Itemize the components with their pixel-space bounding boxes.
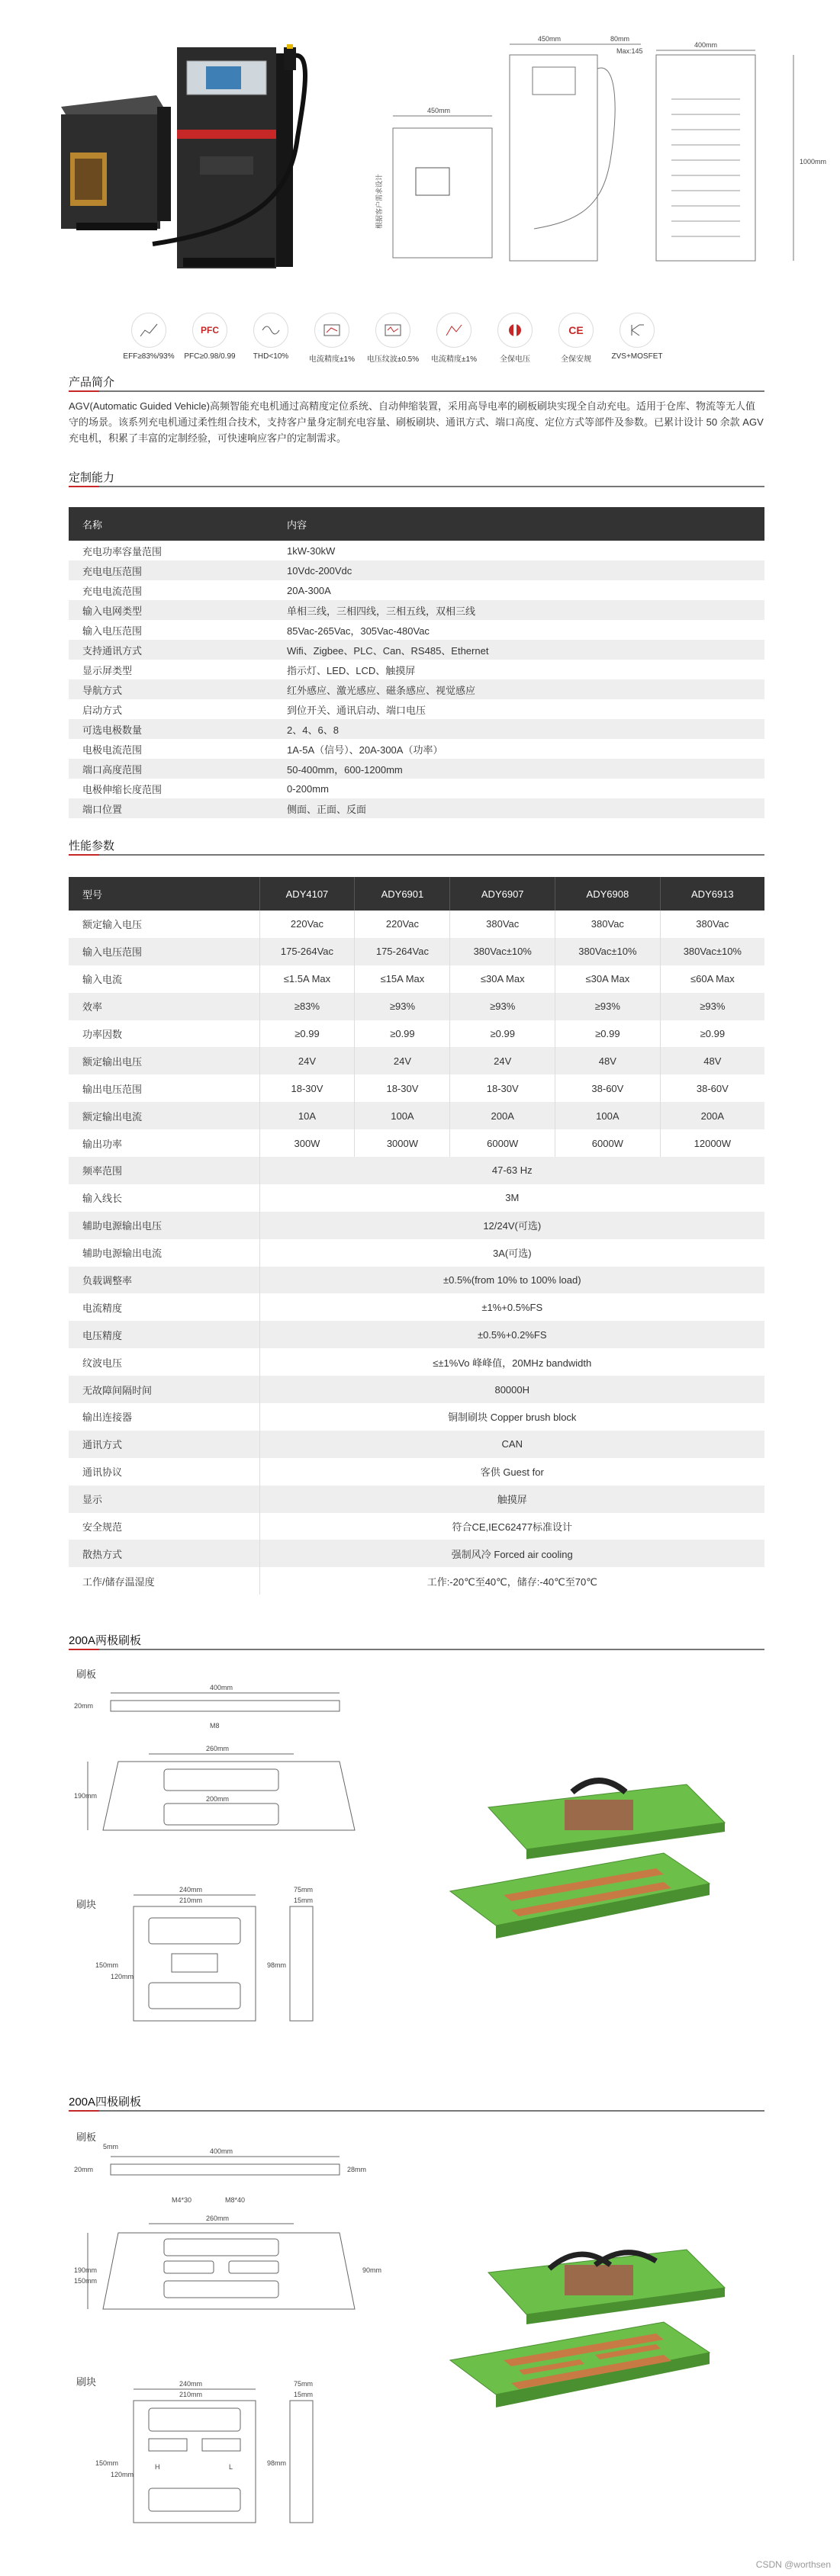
table-row: [69, 1431, 764, 1458]
table-row: [69, 1157, 764, 1184]
brush4-plate-label: 刷板: [76, 2131, 97, 2143]
row-value: ≥0.99: [259, 1020, 355, 1048]
row-value: ≥0.99: [450, 1020, 555, 1048]
feature-label: 电流精度±1%: [431, 355, 477, 364]
row-value: 客供 Guest for: [259, 1458, 764, 1486]
feature-label: 电流精度±1%: [309, 355, 355, 364]
footer-watermark: CSDN @worthsen: [755, 2559, 831, 2570]
dim-right-width: 400mm: [694, 41, 718, 49]
row-value: 3000W: [355, 1129, 450, 1157]
brush2-block-label: 刷块: [76, 1899, 97, 1910]
dim-top-gap: 80mm: [610, 35, 630, 43]
row-value: 220Vac: [259, 911, 355, 938]
row-value: 指示灯、LED、LCD、触摸屏: [287, 664, 416, 676]
row-value: 48V: [660, 1047, 764, 1074]
dim-left-width: 450mm: [427, 107, 451, 114]
full-protection-icon: [497, 313, 533, 348]
efficiency-icon: [131, 313, 166, 348]
row-label: 额定输出电压: [69, 1047, 259, 1074]
table-row: [69, 938, 764, 965]
dim-label: 400mm: [210, 2147, 233, 2155]
row-value: ≥93%: [555, 993, 661, 1020]
table-row: [69, 1129, 764, 1157]
row-value: 50-400mm，600-1200mm: [273, 759, 764, 779]
table-header: ADY6907: [450, 877, 555, 911]
table-row: [69, 1321, 764, 1348]
row-label: 输入线长: [82, 1193, 123, 1205]
row-label: 输入电压范围: [82, 625, 143, 637]
dim-label: H: [155, 2463, 160, 2471]
brush2-drawing: [72, 1678, 408, 2044]
table-row: [69, 580, 764, 600]
row-label: 输入电网类型: [69, 600, 273, 620]
row-label: 端口高度范围: [69, 759, 273, 779]
table-row: [69, 699, 764, 719]
row-value: 24V: [450, 1047, 555, 1074]
row-value: 0-200mm: [287, 782, 329, 795]
row-value: 铜制刷块 Copper brush block: [259, 1403, 764, 1431]
row-value: 符合CE,IEC62477标准设计: [259, 1513, 764, 1540]
feature-label: 全保电压: [500, 355, 530, 364]
row-value: 20A-300A: [287, 584, 331, 596]
table-row: [69, 1212, 764, 1239]
feature-label: 电压纹波±0.5%: [366, 355, 420, 364]
table-row: [69, 798, 764, 818]
row-value: ≥0.99: [660, 1020, 764, 1048]
row-value: 红外感应、激光感应、磁条感应、视觉感应: [273, 679, 764, 699]
row-value: 175-264Vac: [355, 938, 450, 965]
table-row: [69, 993, 764, 1020]
dim-label: 240mm: [179, 1886, 203, 1893]
row-value: 100A: [355, 1102, 450, 1129]
row-value: 18-30V: [259, 1074, 355, 1102]
row-value: ≤60A Max: [660, 965, 764, 993]
dim-label: 75mm: [294, 1886, 314, 1893]
row-value: 38-60V: [555, 1074, 661, 1102]
brush2-title: 200A两极刷板: [69, 1634, 142, 1647]
row-value: 6000W: [555, 1129, 661, 1157]
feature-ripple: [359, 313, 427, 364]
dim-side-text: 根据客户需求设计: [375, 173, 383, 229]
row-label: 无故障间隔时间: [69, 1376, 259, 1403]
row-label: 可选电极数量: [69, 719, 273, 739]
row-label: 输入电流: [82, 974, 123, 986]
pfc-icon: PFC: [192, 313, 227, 348]
large-charger-photo: [153, 44, 305, 268]
section-divider: [69, 2110, 764, 2112]
brush4-title: 200A四极刷板: [69, 2096, 142, 2109]
dim-label: 200mm: [206, 1795, 230, 1803]
row-value: 220Vac: [355, 911, 450, 938]
feature-current-accuracy: [420, 313, 488, 364]
row-label: 通讯方式: [69, 1431, 259, 1458]
row-value: 侧面、正面、反面: [273, 798, 764, 818]
feature-full-protection: [481, 313, 549, 364]
row-label: 支持通讯方式: [69, 640, 273, 660]
custom-capability-table: [69, 507, 764, 818]
dim-label: M8: [210, 1722, 220, 1730]
row-value: 380Vac: [450, 911, 555, 938]
row-label: 额定输出电流: [69, 1102, 259, 1129]
dim-label: 15mm: [294, 2391, 314, 2398]
dim-label: 400mm: [210, 1684, 233, 1691]
row-label: 输入电压范围: [69, 938, 259, 965]
row-value: 10A: [259, 1102, 355, 1129]
dim-top-width: 450mm: [538, 35, 562, 43]
row-value: 100A: [555, 1102, 661, 1129]
dim-label: 20mm: [74, 2166, 94, 2173]
row-value: 18-30V: [450, 1074, 555, 1102]
row-label: 通讯协议: [82, 1466, 123, 1479]
row-value: 单相三线，三相四线，三相五线，双相三线: [273, 600, 764, 620]
row-value: 12/24V(可选): [259, 1212, 764, 1239]
row-value: 38-60V: [660, 1074, 764, 1102]
ripple-icon: [375, 313, 410, 348]
table-row: [69, 541, 764, 560]
row-value: 3M: [259, 1184, 764, 1212]
feature-ce: [542, 313, 610, 364]
row-label: 频率范围: [69, 1157, 259, 1184]
dim-label: 150mm: [95, 2459, 119, 2467]
dim-label: 28mm: [347, 2166, 367, 2173]
intro-title: 产品简介: [69, 376, 115, 389]
row-value: 175-264Vac: [259, 938, 355, 965]
row-value: 强制风冷 Forced air cooling: [259, 1540, 764, 1567]
feature-zvs: [603, 313, 671, 361]
dim-label: 5mm: [103, 2143, 118, 2150]
zvs-icon: [620, 313, 655, 348]
row-label: 电压精度: [69, 1321, 259, 1348]
row-value: ≥93%: [450, 993, 555, 1020]
row-value: 10Vdc-200Vdc: [273, 560, 764, 580]
table-row: [69, 1376, 764, 1403]
dim-height: 1000mm: [800, 158, 827, 165]
row-value: 80000H: [259, 1376, 764, 1403]
row-value: CAN: [259, 1431, 764, 1458]
row-value: ±1%+0.5%FS: [259, 1293, 764, 1321]
feature-label: THD<10%: [253, 352, 289, 361]
table-row: [69, 1486, 764, 1513]
dimension-drawing: [393, 44, 793, 261]
row-label: 端口位置: [69, 798, 273, 818]
table-row: [69, 1047, 764, 1074]
row-value: 到位开关、通讯启动、端口电压: [287, 704, 426, 716]
brush2-plate-label: 刷板: [76, 1669, 97, 1680]
row-label: 安全规范: [82, 1521, 123, 1534]
dim-label: 120mm: [111, 2471, 134, 2478]
row-value: 200A: [660, 1102, 764, 1129]
row-value: 48V: [555, 1047, 661, 1074]
table-row: [69, 1074, 764, 1102]
feature-label: 全保安规: [561, 355, 591, 364]
table-row: [69, 965, 764, 993]
dim-label: 210mm: [179, 1897, 203, 1904]
row-value: 24V: [355, 1047, 450, 1074]
feature-label: PFC≥0.98/0.99: [184, 352, 236, 361]
performance-table: [69, 877, 764, 1595]
row-value: 1A-5A（信号）、20A-300A（功率）: [287, 744, 443, 756]
section-divider: [69, 854, 764, 856]
thd-icon: [253, 313, 288, 348]
dim-label: 75mm: [294, 2380, 314, 2388]
row-label: 功率因数: [82, 1029, 123, 1040]
hero-section: [0, 0, 840, 320]
row-value: 24V: [259, 1047, 355, 1074]
dim-label: 15mm: [294, 1897, 314, 1904]
dim-label: 98mm: [267, 1961, 287, 1969]
table-header: 名称: [69, 507, 273, 541]
row-value: 85Vac-265Vac，305Vac-480Vac: [287, 625, 430, 637]
row-label: 显示屏类型: [82, 664, 133, 676]
row-label: 输出功率: [82, 1138, 123, 1150]
row-value: ±0.5%+0.2%FS: [259, 1321, 764, 1348]
table-row: [69, 640, 764, 660]
row-value: 触摸屏: [259, 1486, 764, 1513]
row-label: 启动方式: [82, 704, 123, 716]
dim-label: L: [229, 2463, 233, 2471]
voltage-accuracy-icon: [314, 313, 349, 348]
table-row: [69, 1403, 764, 1431]
feature-efficiency: [114, 313, 183, 361]
row-value: 380Vac: [660, 911, 764, 938]
row-value: ≥0.99: [355, 1020, 450, 1048]
brush2-3d-render: [435, 1762, 771, 1960]
dim-cable-max: Max:145: [616, 47, 643, 55]
intro-text: AGV(Automatic Guided Vehicle)高频智能充电机通过高精度定位系统、自动伸缩装置，采用高导电率的刷板刷块实现全自动充电。适用于仓库、物流等无人值守的场景。该系列充电机通过柔性组合技术，支持客户量身定制充电容量、刷板刷块、通讯方式、端口高度、定位方式等部件及参数。已累计设计 50 余款 AGV 充电机，积累了丰富的定制经验，可快速响应客户的定制需求。: [69, 400, 764, 444]
dim-label: 260mm: [206, 2215, 230, 2222]
table-row: [69, 1293, 764, 1321]
row-value: 工作:-20℃至40℃，储存:-40℃至70℃: [259, 1567, 764, 1595]
dim-label: M8*40: [225, 2196, 246, 2204]
table-row: [69, 911, 764, 938]
row-value: ≤1.5A Max: [259, 965, 355, 993]
table-row: [69, 1239, 764, 1267]
row-value: ≥93%: [355, 993, 450, 1020]
row-label: 辅助电源输出电压: [69, 1212, 259, 1239]
dim-label: 120mm: [111, 1973, 134, 1980]
feature-pfc: [175, 313, 244, 361]
row-value: Wifi、Zigbee、PLC、Can、RS485、Ethernet: [273, 640, 764, 660]
dim-label: 150mm: [74, 2277, 98, 2285]
row-label: 负载调整率: [69, 1267, 259, 1294]
table-row: [69, 600, 764, 620]
feature-voltage-accuracy: [298, 313, 366, 364]
dim-label: 190mm: [74, 2266, 98, 2274]
row-value: 18-30V: [355, 1074, 450, 1102]
table-header: ADY6901: [355, 877, 450, 911]
row-value: ≥93%: [660, 993, 764, 1020]
brush4-3d-render: [435, 2227, 771, 2433]
brush4-block-label: 刷块: [76, 2376, 97, 2388]
row-value: 380Vac±10%: [660, 938, 764, 965]
dim-label: 260mm: [206, 1745, 230, 1752]
custom-title: 定制能力: [69, 471, 115, 484]
table-row: [69, 759, 764, 779]
row-value: 12000W: [660, 1129, 764, 1157]
row-value: ≤30A Max: [555, 965, 661, 993]
row-value: 2、4、6、8: [273, 719, 764, 739]
table-header: ADY6908: [555, 877, 661, 911]
row-label: 输出连接器: [82, 1412, 133, 1424]
table-header: ADY4107: [259, 877, 355, 911]
row-label: 电极伸缩长度范围: [82, 783, 163, 795]
table-header: 内容: [273, 507, 764, 541]
table-row: [69, 560, 764, 580]
row-value: ≤30A Max: [450, 965, 555, 993]
table-row: [69, 679, 764, 699]
section-divider: [69, 486, 764, 487]
table-header: ADY6913: [660, 877, 764, 911]
table-row: [69, 1540, 764, 1567]
brush4-drawing: [72, 2141, 408, 2545]
dim-label: 20mm: [74, 1702, 94, 1710]
row-value: 200A: [450, 1102, 555, 1129]
row-label: 效率: [69, 993, 259, 1020]
table-row: [69, 1348, 764, 1376]
row-label: 导航方式: [69, 679, 273, 699]
row-value: 300W: [259, 1129, 355, 1157]
row-label: 纹波电压: [82, 1357, 123, 1369]
table-row: [69, 779, 764, 798]
row-value: ±0.5%(from 10% to 100% load): [259, 1267, 764, 1294]
dim-label: 150mm: [95, 1961, 119, 1969]
table-row: [69, 1020, 764, 1048]
table-header: 型号: [69, 877, 259, 911]
row-value: ≤15A Max: [355, 965, 450, 993]
row-label: 电极电流范围: [82, 744, 143, 756]
feature-thd: [237, 313, 305, 361]
table-row: [69, 1567, 764, 1595]
row-value: 380Vac±10%: [555, 938, 661, 965]
perf-title: 性能参数: [69, 840, 115, 853]
row-label: 散热方式: [69, 1540, 259, 1567]
row-label: 电流精度: [82, 1302, 123, 1314]
table-row: [69, 1458, 764, 1486]
section-divider: [69, 390, 764, 392]
table-row: [69, 620, 764, 640]
table-row: [69, 1267, 764, 1294]
dim-label: 190mm: [74, 1792, 98, 1800]
feature-label: ZVS+MOSFET: [611, 352, 663, 361]
row-label: 输出电压范围: [82, 1083, 143, 1095]
row-value: 6000W: [450, 1129, 555, 1157]
small-charger-photo: [61, 95, 171, 230]
table-row: [69, 660, 764, 679]
dim-label: 210mm: [179, 2391, 203, 2398]
row-label: 工作/储存温湿度: [82, 1575, 155, 1588]
table-row: [69, 739, 764, 759]
row-label: 显示: [69, 1486, 259, 1513]
row-value: 47-63 Hz: [259, 1157, 764, 1184]
dim-label: 90mm: [362, 2266, 382, 2274]
feature-label: EFF≥83%/93%: [123, 352, 175, 361]
row-label: 额定输入电压: [82, 919, 143, 931]
row-value: ≥0.99: [555, 1020, 661, 1048]
current-accuracy-icon: [436, 313, 471, 348]
section-divider: [69, 1649, 764, 1650]
row-value: 380Vac±10%: [450, 938, 555, 965]
row-value: ≥83%: [259, 993, 355, 1020]
dim-label: M4*30: [172, 2196, 192, 2204]
row-label: 辅助电源输出电流: [82, 1248, 163, 1260]
row-label: 充电电压范围: [69, 560, 273, 580]
row-value: 1kW-30kW: [287, 544, 336, 557]
row-label: 充电功率容量范围: [82, 545, 163, 557]
row-value: ≤±1%Vo 峰峰值，20MHz bandwidth: [259, 1348, 764, 1376]
table-row: [69, 719, 764, 739]
table-row: [69, 1184, 764, 1212]
row-value: 3A(可选): [259, 1239, 764, 1267]
dim-label: 98mm: [267, 2459, 287, 2467]
dim-label: 240mm: [179, 2380, 203, 2388]
row-label: 充电电流范围: [82, 585, 143, 597]
row-value: 380Vac: [555, 911, 661, 938]
ce-icon: CE: [558, 313, 594, 348]
table-row: [69, 1513, 764, 1540]
product-illustration: [0, 0, 840, 305]
table-row: [69, 1102, 764, 1129]
